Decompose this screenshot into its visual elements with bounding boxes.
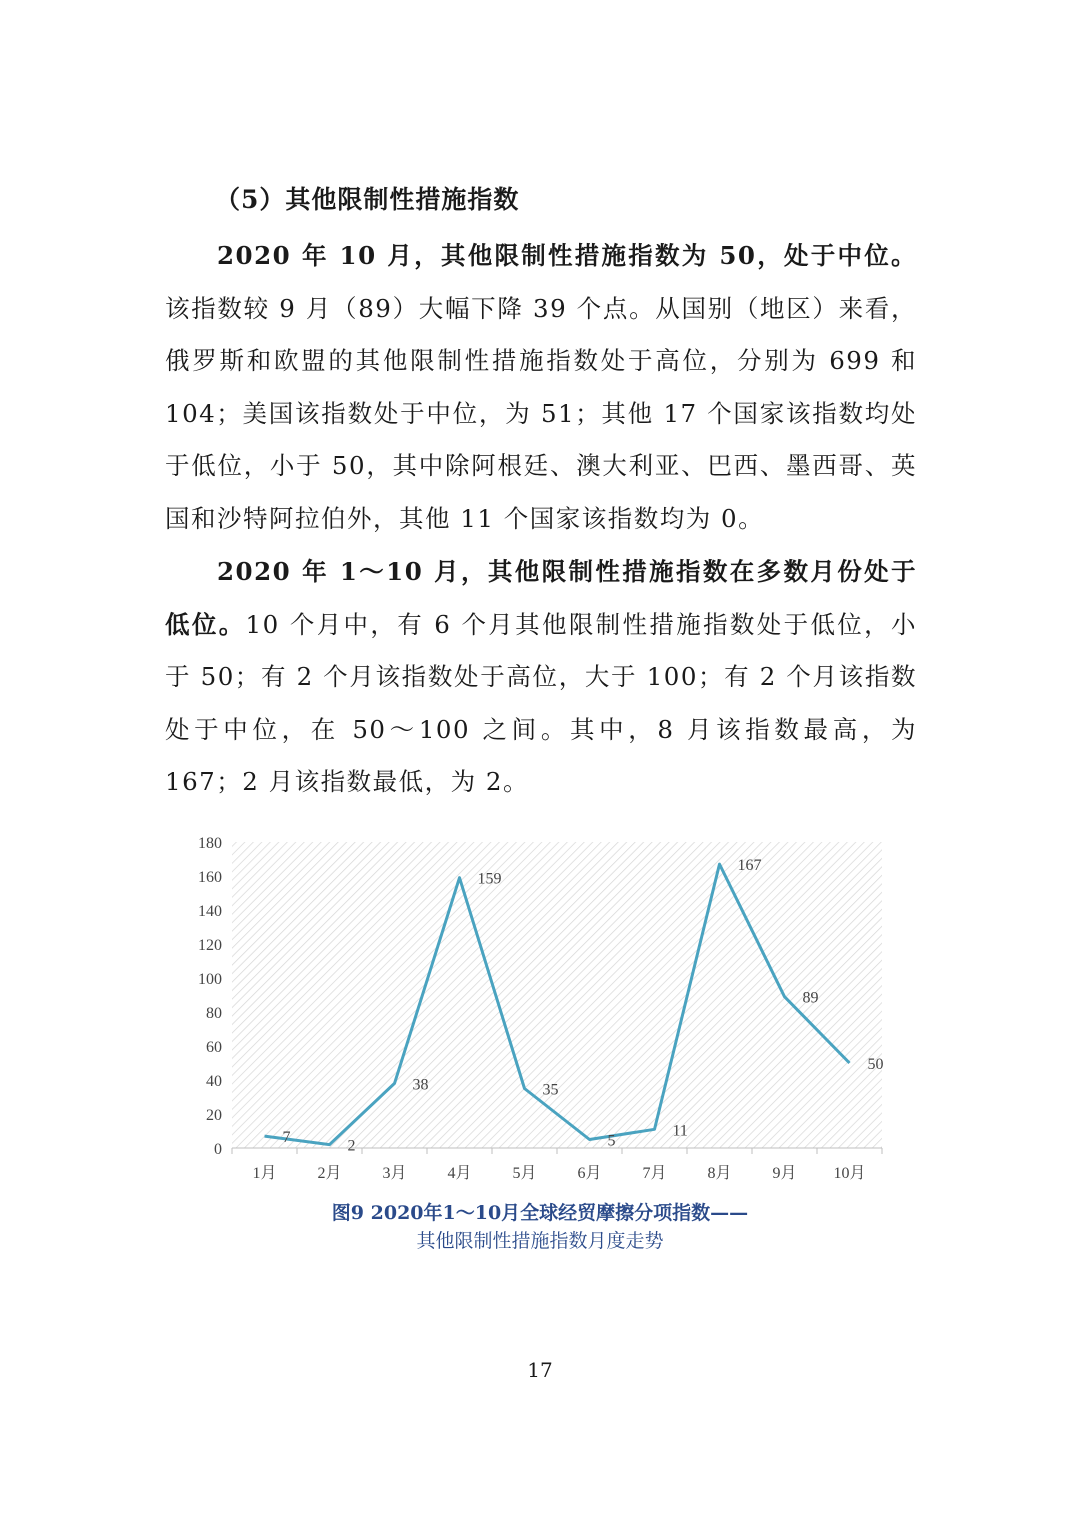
x-tick-label: 8月 [707,1165,732,1182]
x-tick-label: 1月 [252,1165,277,1182]
data-label: 7 [282,1129,291,1147]
page-number: 17 [527,1358,553,1382]
paragraph-body: 该指数较 9 月（89）大幅下降 39 个点。从国别（地区）来看，俄罗斯和欧盟的其他限制性措施指数处于高位，分别为 699 和 104；美国该指数处于中位，为 51；其他 17 个国家该指数均处于低位，小于 50，其中除阿根廷、澳大利亚、巴西、墨西哥、英国和沙特阿拉伯外，其他 11 个国家该指数均为 0。 [165,293,917,533]
data-label: 38 [412,1076,429,1094]
data-label: 5 [607,1132,616,1150]
data-label: 50 [867,1056,884,1073]
x-tick-label: 3月 [382,1165,407,1182]
x-tick-label: 9月 [772,1165,797,1182]
paragraph [165,230,917,545]
y-tick-label: 120 [198,937,222,954]
x-tick-label: 10月 [833,1165,866,1182]
x-tick-label: 6月 [577,1165,602,1182]
paragraph [165,546,917,809]
y-tick-label: 140 [198,903,222,920]
x-tick-label: 2月 [317,1165,342,1182]
section-heading: （5）其他限制性措施指数 [215,185,520,214]
paragraph-lead: 2020 年 1～10 月，其他限制性措施指数在多数月份处于低位。 [165,557,917,639]
x-tick-label: 5月 [512,1165,537,1182]
x-tick-label: 4月 [447,1165,472,1182]
line-chart [180,830,900,1190]
y-axis [198,835,222,1158]
data-label: 159 [477,870,502,888]
data-label: 35 [542,1081,559,1099]
data-label: 11 [672,1122,688,1140]
data-label: 167 [737,857,762,875]
data-label: 2 [347,1137,356,1155]
y-tick-label: 160 [198,869,222,886]
figure-caption-subtitle: 其他限制性措施指数月度走势 [416,1230,664,1252]
y-tick-label: 40 [206,1073,222,1090]
x-axis [232,1148,882,1182]
y-tick-label: 100 [198,971,222,988]
y-tick-label: 20 [206,1107,222,1124]
data-label: 89 [802,989,819,1007]
figure-caption-title: 图9 2020年1～10月全球经贸摩擦分项指数—— [331,1202,749,1224]
x-tick-label: 7月 [642,1165,667,1182]
chart-svg [180,830,900,1190]
paragraph-body: 10 个月中，有 6 个月其他限制性措施指数处于低位，小于 50；有 2 个月该指数处于高位，大于 100；有 2 个月该指数处于中位，在 50～100 之间。其中，8 月该指数最高，为 167；2 月该指数最低，为 2。 [165,609,918,796]
paragraph-lead: 2020 年 10 月，其他限制性措施指数为 50，处于中位。 [217,241,917,270]
y-tick-label: 60 [206,1039,222,1056]
y-tick-label: 80 [206,1005,222,1022]
y-tick-label: 180 [198,835,222,852]
y-tick-label: 0 [214,1141,222,1158]
